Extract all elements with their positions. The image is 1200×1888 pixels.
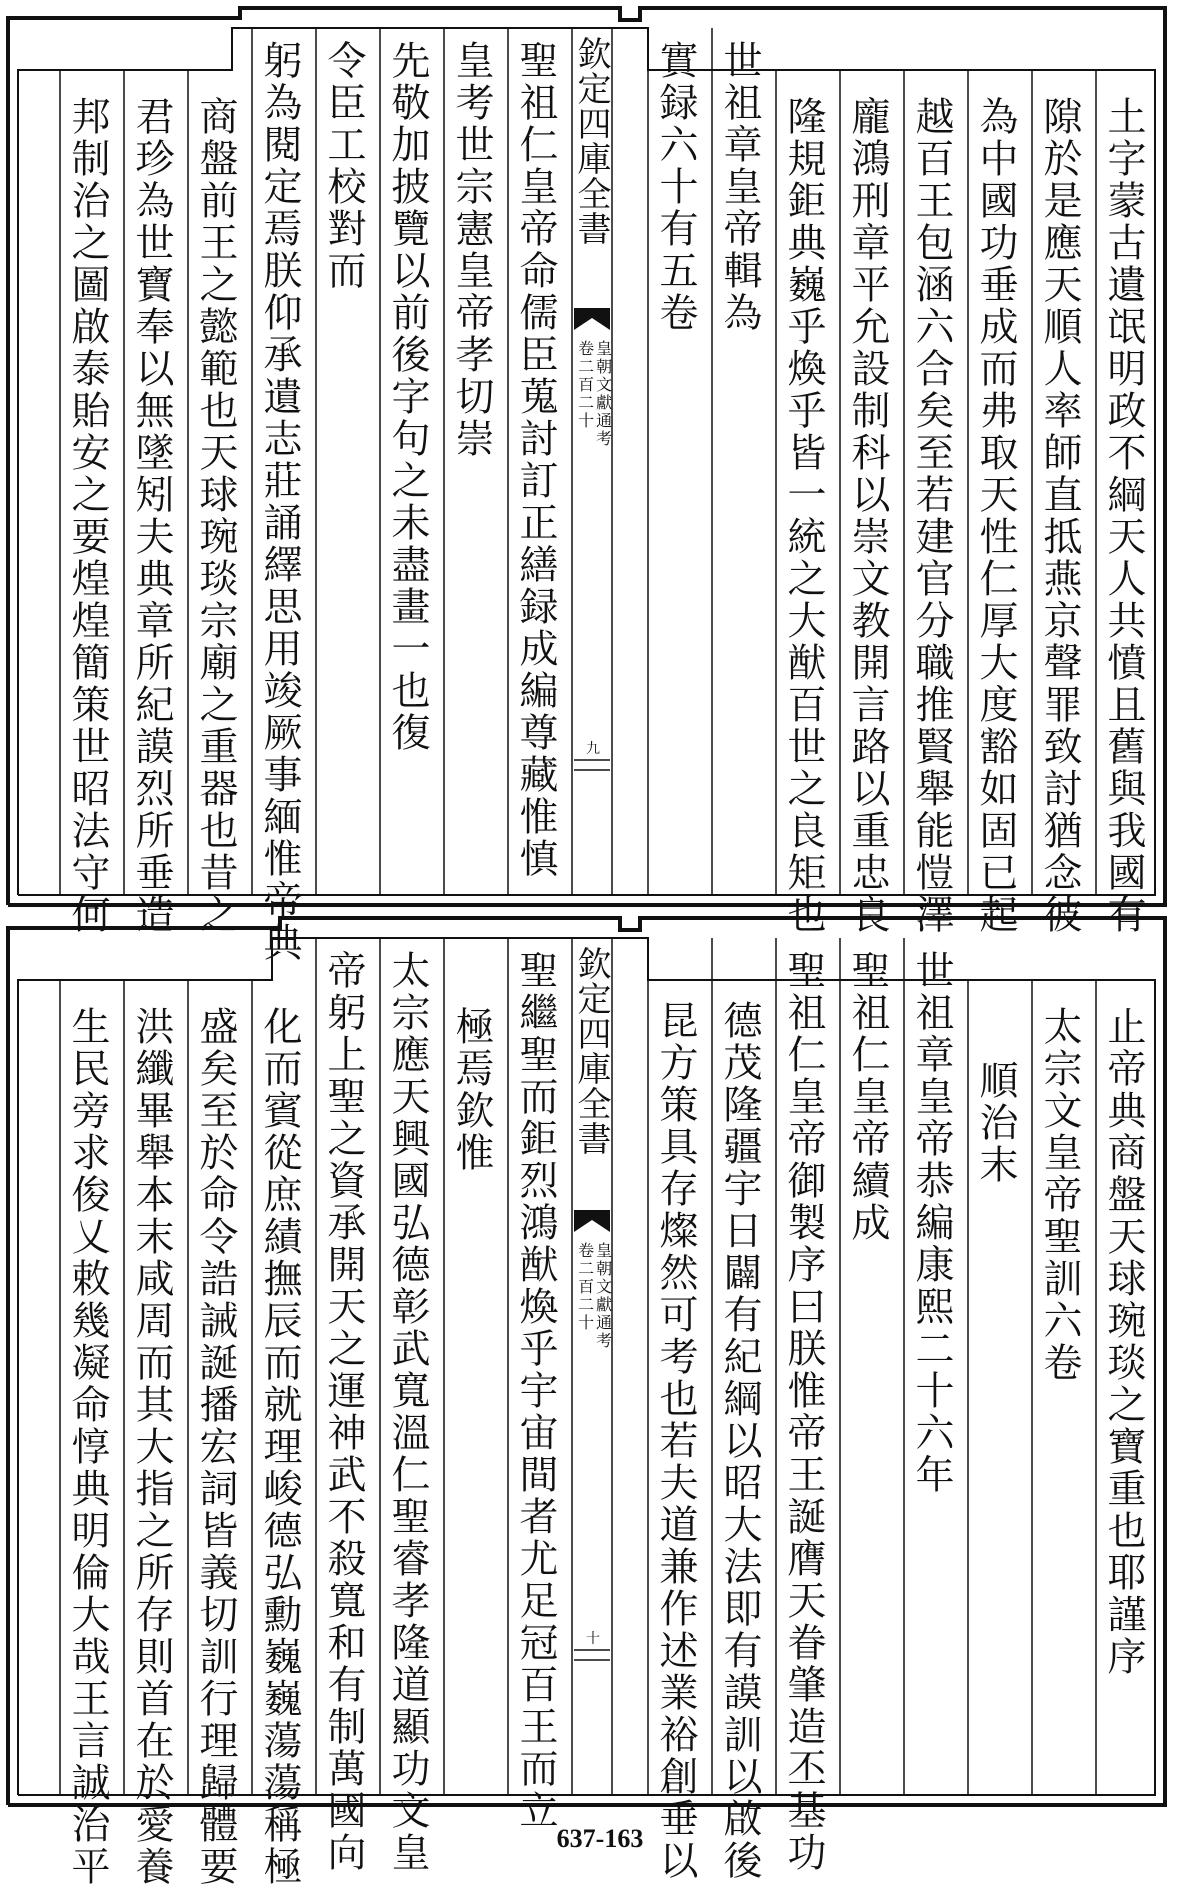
text-column: 太宗文皇帝聖訓六卷 [1037,1006,1082,1384]
spine-subtitle-volume: 卷二百二十 [575,1242,595,1332]
text-column: 君珍為世寶奉以無墜矧夫典章所紀謨烈所垂造 [129,96,174,936]
text-column: 實録六十有五卷 [653,40,698,334]
spine-subtitle-volume: 卷二百二十 [575,340,595,430]
spine-subtitle-book: 皇朝文獻通考 [593,1242,613,1350]
text-column: 帝躬上聖之資承開天之運神武不殺寬和有制萬國向 [321,950,366,1874]
text-column: 聖祖仁皇帝命儒臣蒐討訂正繕録成編尊藏惟慎 [513,40,558,880]
text-column: 土字蒙古遺氓明政不綱天人共憤且舊與我國有 [1101,96,1146,936]
text-column: 盛矣至於命令誥誡誕播宏詞皆義切訓行理歸體要 [193,1006,238,1888]
spine-page-number: 九 [586,741,600,757]
text-column: 聖祖仁皇帝續成 [845,950,890,1244]
text-column: 躬為閱定焉朕仰承遺志莊誦繹思用竣厥事緬惟帝典 [257,40,302,964]
text-column: 隙於是應天順人率師直抵燕京聲罪致討猶念彼 [1037,96,1082,936]
text-column: 德茂隆疆宇日闢有紀綱以昭大法即有謨訓以啟後 [717,1000,762,1882]
text-column: 止帝典商盤天球琬琰之寶重也耶謹序 [1101,1006,1146,1678]
text-column: 極焉欽惟 [449,1006,494,1174]
page-number-label: 637-163 [556,1824,644,1853]
spine-title: 欽定四庫全書 [571,946,611,1156]
text-column: 先敬加披覽以前後字句之未盡畫一也復 [385,40,430,754]
text-column: 令臣工校對而 [321,40,366,292]
text-column: 化而賓從庶績撫辰而就理峻德弘勳巍巍蕩蕩稱極 [257,1006,302,1888]
spine-subtitle-book: 皇朝文獻通考 [593,340,613,448]
text-column: 世祖章皇帝輯為 [717,40,762,334]
text-column: 皇考世宗憲皇帝孝切崇 [449,40,494,460]
text-column: 越百王包涵六合矣至若建官分職推賢舉能愷澤 [909,96,954,936]
text-column: 隆規鉅典巍乎煥乎皆一統之大猷百世之良矩也 [781,96,826,936]
text-column: 邦制治之圖啟泰貽安之要煌煌簡策世昭法守何 [65,96,110,936]
text-column: 生民旁求俊乂敕幾凝命惇典明倫大哉王言誠治平 [65,1006,110,1888]
text-column: 商盤前王之懿範也天球琬琰宗廟之重器也昔之 [193,96,238,936]
spine-title: 欽定四庫全書 [571,36,611,246]
text-column: 為中國功垂成而弗取天性仁厚大度豁如固已起 [973,96,1018,936]
text-column: 世祖章皇帝恭編康熙二十六年 [909,950,954,1496]
text-column: 順治末 [973,1060,1018,1186]
text-column: 聖祖仁皇帝御製序曰朕惟帝王誕膺天眷肇造丕基功 [781,950,826,1874]
text-column: 洪纖畢舉本末咸周而其大指之所存則首在於愛養 [129,1006,174,1888]
spine-page-number: 十 [586,1631,600,1647]
text-column: 昆方策具存燦然可考也若夫道兼作述業裕創垂以 [653,1000,698,1882]
text-column: 太宗應天興國弘德彰武寬溫仁聖睿孝隆道顯功文皇 [385,950,430,1874]
text-column: 聖繼聖而鉅烈鴻猷煥乎宇宙間者尤足冠百王而立 [513,950,558,1832]
text-column: 龐鴻刑章平允設制科以崇文教開言路以重忠良 [845,96,890,936]
